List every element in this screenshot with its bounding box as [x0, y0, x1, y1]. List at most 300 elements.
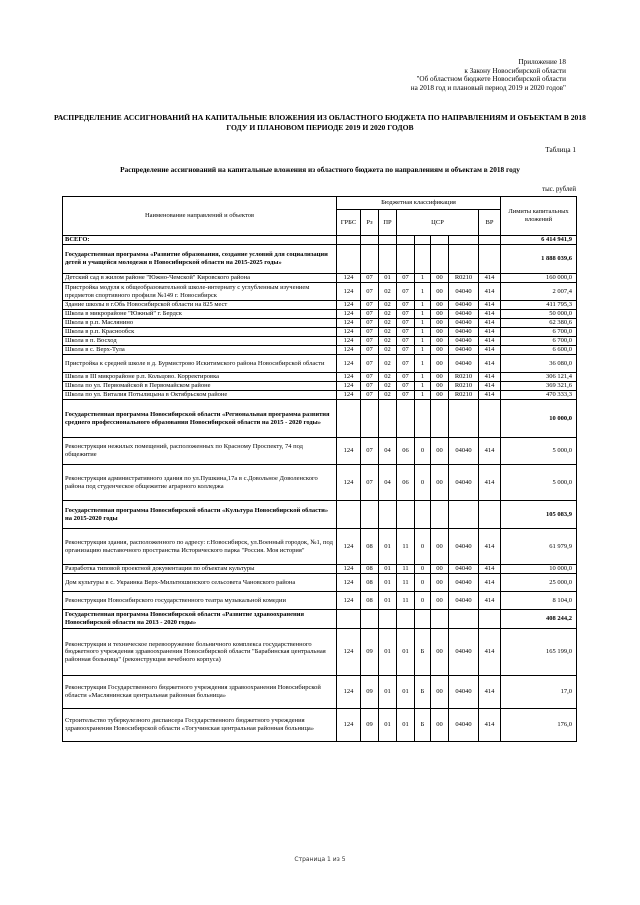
- cell-c4: [449, 400, 479, 438]
- cell-pr: 01: [379, 592, 397, 610]
- unit-label: тыс. рублей: [542, 186, 576, 193]
- cell-c1: 11: [397, 574, 415, 592]
- cell-c3: 00: [431, 382, 449, 391]
- cell-amount: 6 700,0: [501, 328, 577, 337]
- cell-vr: [479, 245, 501, 274]
- cell-rz: 07: [361, 337, 379, 346]
- cell-pr: 01: [379, 709, 397, 742]
- cell-c1: 06: [397, 465, 415, 501]
- cell-c4: 04040: [449, 438, 479, 465]
- cell-c2: 0: [415, 465, 431, 501]
- cell-c1: 07: [397, 319, 415, 328]
- cell-c1: [397, 501, 415, 529]
- cell-pr: 02: [379, 310, 397, 319]
- cell-c1: 07: [397, 391, 415, 400]
- cell-c3: 00: [431, 310, 449, 319]
- cell-c1: [397, 610, 415, 629]
- cell-c3: 00: [431, 592, 449, 610]
- cell-c4: 04040: [449, 592, 479, 610]
- cell-amount: 408 244,2: [501, 610, 577, 629]
- cell-vr: 414: [479, 574, 501, 592]
- header-limits: Лимиты капитальных вложений: [501, 197, 577, 236]
- table-number: Таблица 1: [545, 146, 576, 154]
- cell-c3: 00: [431, 319, 449, 328]
- cell-amount: 6 700,0: [501, 337, 577, 346]
- header-vr: ВР: [479, 210, 501, 236]
- cell-name: Школа в п. Восход: [63, 337, 337, 346]
- cell-c4: 04040: [449, 709, 479, 742]
- cell-amount: 8 104,0: [501, 592, 577, 610]
- cell-c3: 00: [431, 438, 449, 465]
- cell-c4: 04040: [449, 676, 479, 709]
- header-pr: ПР: [379, 210, 397, 236]
- cell-vr: 414: [479, 438, 501, 465]
- cell-c3: 00: [431, 391, 449, 400]
- cell-name: Государственная программа «Развитие образования, создание условий для социализации детей и учащейся молодежи в Новосибирской области на 2015-2025 годы»: [63, 245, 337, 274]
- cell-c3: 00: [431, 676, 449, 709]
- table-row: [63, 373, 577, 382]
- cell-grbs: 124: [337, 709, 361, 742]
- cell-pr: [379, 400, 397, 438]
- cell-pr: 02: [379, 391, 397, 400]
- cell-c3: 00: [431, 373, 449, 382]
- cell-vr: 414: [479, 709, 501, 742]
- cell-c4: 04040: [449, 565, 479, 574]
- cell-c1: 07: [397, 373, 415, 382]
- cell-name: Разработка типовой проектной документации по объектам культуры: [63, 565, 337, 574]
- cell-rz: 09: [361, 676, 379, 709]
- cell-grbs: 124: [337, 574, 361, 592]
- cell-c3: 00: [431, 565, 449, 574]
- cell-c4: [449, 236, 479, 245]
- table-subtitle: Распределение ассигнований на капитальные вложения из областного бюджета по направлениям и объектам в 2018 году: [120, 165, 520, 174]
- header-budget-class: Бюджетная классификация: [337, 197, 501, 210]
- cell-vr: 414: [479, 373, 501, 382]
- cell-amount: 165 199,0: [501, 629, 577, 676]
- cell-c2: [415, 610, 431, 629]
- document-title: РАСПРЕДЕЛЕНИЕ АССИГНОВАНИЙ НА КАПИТАЛЬНЫЕ ВЛОЖЕНИЯ ИЗ ОБЛАСТНОГО БЮДЖЕТА ПО НАПРАВЛЕНИЯМ И ОБЪЕКТАМ В 2018 ГОДУ И ПЛАНОВОМ ПЕРИОДЕ 2019 И 2020 ГОДОВ: [54, 113, 586, 132]
- cell-c3: 00: [431, 283, 449, 301]
- cell-c3: 00: [431, 346, 449, 355]
- cell-c1: 06: [397, 438, 415, 465]
- cell-c2: 1: [415, 274, 431, 283]
- cell-name: Здание школы в г.Обь Новосибирской области на 825 мест: [63, 301, 337, 310]
- cell-c3: 00: [431, 355, 449, 373]
- cell-c2: [415, 236, 431, 245]
- cell-c3: 00: [431, 574, 449, 592]
- cell-amount: 160 000,0: [501, 274, 577, 283]
- cell-c2: 0: [415, 565, 431, 574]
- cell-c3: 00: [431, 337, 449, 346]
- cell-c1: 11: [397, 565, 415, 574]
- cell-c2: 0: [415, 592, 431, 610]
- cell-c2: Б: [415, 629, 431, 676]
- cell-name: Строительство туберкулезного диспансера Государственного бюджетного учреждения здравоохранения Новосибирской области «Тогучинская центральная районная больница»: [63, 709, 337, 742]
- cell-vr: 414: [479, 310, 501, 319]
- table-row: [63, 337, 577, 346]
- capital-investments-table: [62, 196, 577, 742]
- cell-grbs: 124: [337, 565, 361, 574]
- table-row: [63, 328, 577, 337]
- cell-amount: 2 007,4: [501, 283, 577, 301]
- cell-pr: 01: [379, 565, 397, 574]
- cell-pr: 02: [379, 328, 397, 337]
- cell-name: Школа в р.п. Краснообск: [63, 328, 337, 337]
- cell-c1: 07: [397, 382, 415, 391]
- table-row: [63, 574, 577, 592]
- cell-pr: 02: [379, 355, 397, 373]
- cell-vr: 414: [479, 337, 501, 346]
- cell-amount: 5 000,0: [501, 438, 577, 465]
- cell-c4: 04040: [449, 319, 479, 328]
- cell-c2: 0: [415, 574, 431, 592]
- cell-c4: R0210: [449, 274, 479, 283]
- table-row: [63, 310, 577, 319]
- cell-c2: 1: [415, 346, 431, 355]
- cell-grbs: [337, 610, 361, 629]
- cell-amount: 1 888 039,6: [501, 245, 577, 274]
- cell-rz: 07: [361, 310, 379, 319]
- cell-c4: 04040: [449, 355, 479, 373]
- appendix-line: Приложение 18: [518, 58, 566, 66]
- cell-c3: 00: [431, 529, 449, 565]
- table-row: [63, 465, 577, 501]
- cell-c3: [431, 610, 449, 629]
- cell-name: Школа в III микрорайоне р.п. Кольцово. Корректировка: [63, 373, 337, 382]
- cell-c3: [431, 400, 449, 438]
- cell-amount: 5 000,0: [501, 465, 577, 501]
- cell-c2: 1: [415, 382, 431, 391]
- table-row: [63, 400, 577, 438]
- cell-pr: 02: [379, 382, 397, 391]
- cell-name: Школа в с. Верх-Тула: [63, 346, 337, 355]
- cell-vr: 414: [479, 629, 501, 676]
- cell-c3: 00: [431, 274, 449, 283]
- cell-amount: 6 414 941,9: [501, 236, 577, 245]
- cell-name: Школа по ул. Виталия Потылицына в Октябрьском районе: [63, 391, 337, 400]
- cell-c4: 04040: [449, 337, 479, 346]
- cell-name: Школа по ул. Первомайской в Первомайском районе: [63, 382, 337, 391]
- cell-c4: 04040: [449, 301, 479, 310]
- cell-c3: [431, 501, 449, 529]
- page-footer: Страница 1 из 5: [294, 856, 346, 863]
- cell-amount: 10 000,0: [501, 400, 577, 438]
- table-body: [63, 236, 577, 742]
- cell-c3: 00: [431, 629, 449, 676]
- cell-rz: 07: [361, 355, 379, 373]
- cell-c1: 11: [397, 592, 415, 610]
- cell-vr: 414: [479, 529, 501, 565]
- cell-vr: 414: [479, 319, 501, 328]
- cell-rz: 07: [361, 328, 379, 337]
- cell-c4: [449, 610, 479, 629]
- cell-c4: R0210: [449, 382, 479, 391]
- cell-rz: [361, 610, 379, 629]
- cell-name: Пристройка к средней школе в д. Бурмистрово Искитимского района Новосибирской области: [63, 355, 337, 373]
- cell-rz: 07: [361, 274, 379, 283]
- table-row: [63, 283, 577, 301]
- cell-c4: 04040: [449, 465, 479, 501]
- cell-amount: 411 795,3: [501, 301, 577, 310]
- table-row: [63, 501, 577, 529]
- table-row: [63, 245, 577, 274]
- cell-c1: 01: [397, 709, 415, 742]
- cell-grbs: 124: [337, 391, 361, 400]
- cell-pr: 02: [379, 346, 397, 355]
- cell-name: Школа в микрорайоне "Южный" г. Бердск: [63, 310, 337, 319]
- cell-rz: [361, 400, 379, 438]
- cell-c3: 00: [431, 709, 449, 742]
- cell-amount: 369 321,6: [501, 382, 577, 391]
- cell-grbs: 124: [337, 337, 361, 346]
- cell-pr: 02: [379, 301, 397, 310]
- cell-c2: Б: [415, 676, 431, 709]
- cell-pr: [379, 610, 397, 629]
- cell-c3: [431, 245, 449, 274]
- cell-vr: [479, 501, 501, 529]
- cell-name: Реконструкция и техническое перевооружение больничного комплекса государственного бюджетного учреждения здравоохранения Новосибирской области "Барабинская центральная районная больница" (реконструкция вечебного корпуса): [63, 629, 337, 676]
- cell-c1: 01: [397, 676, 415, 709]
- cell-pr: [379, 245, 397, 274]
- cell-pr: [379, 236, 397, 245]
- table-row: [63, 592, 577, 610]
- cell-pr: 02: [379, 319, 397, 328]
- table-row: [63, 391, 577, 400]
- appendix-header: [306, 58, 566, 92]
- cell-pr: 01: [379, 529, 397, 565]
- cell-pr: 01: [379, 676, 397, 709]
- cell-grbs: 124: [337, 301, 361, 310]
- cell-grbs: 124: [337, 355, 361, 373]
- cell-vr: 414: [479, 283, 501, 301]
- cell-c1: 11: [397, 529, 415, 565]
- cell-pr: [379, 501, 397, 529]
- cell-grbs: 124: [337, 465, 361, 501]
- cell-c2: 1: [415, 301, 431, 310]
- cell-amount: 105 083,9: [501, 501, 577, 529]
- cell-pr: 04: [379, 438, 397, 465]
- cell-grbs: 124: [337, 382, 361, 391]
- cell-grbs: 124: [337, 274, 361, 283]
- table-row: [63, 301, 577, 310]
- cell-amount: 62 380,6: [501, 319, 577, 328]
- cell-name: Реконструкция Государственного бюджетного учреждения здравоохранения Новосибирской области «Маслянинская центральная районная больница»: [63, 676, 337, 709]
- cell-amount: 306 121,4: [501, 373, 577, 382]
- cell-c3: [431, 236, 449, 245]
- cell-c1: [397, 236, 415, 245]
- cell-vr: 414: [479, 592, 501, 610]
- cell-c4: 04040: [449, 629, 479, 676]
- cell-rz: 09: [361, 629, 379, 676]
- table-row: [63, 610, 577, 629]
- cell-c1: 01: [397, 629, 415, 676]
- cell-c1: 07: [397, 301, 415, 310]
- cell-c2: Б: [415, 709, 431, 742]
- table-row: [63, 319, 577, 328]
- table-row: [63, 629, 577, 676]
- cell-amount: 50 000,0: [501, 310, 577, 319]
- header-name: Наименование направлений и объектов: [63, 197, 337, 236]
- cell-c4: R0210: [449, 391, 479, 400]
- table-row: [63, 382, 577, 391]
- cell-rz: [361, 245, 379, 274]
- cell-c4: R0210: [449, 373, 479, 382]
- cell-rz: 09: [361, 709, 379, 742]
- cell-c2: 1: [415, 337, 431, 346]
- cell-grbs: 124: [337, 529, 361, 565]
- cell-grbs: 124: [337, 438, 361, 465]
- cell-c1: 07: [397, 274, 415, 283]
- cell-grbs: 124: [337, 328, 361, 337]
- cell-name: Государственная программа Новосибирской области «Культура Новосибирской области» на 2015-2020 годы: [63, 501, 337, 529]
- cell-grbs: 124: [337, 310, 361, 319]
- cell-rz: 07: [361, 373, 379, 382]
- cell-c3: 00: [431, 465, 449, 501]
- cell-rz: 08: [361, 574, 379, 592]
- cell-amount: 176,0: [501, 709, 577, 742]
- cell-c4: 04040: [449, 310, 479, 319]
- cell-amount: 470 333,3: [501, 391, 577, 400]
- cell-c4: 04040: [449, 283, 479, 301]
- cell-pr: 01: [379, 574, 397, 592]
- cell-c1: 07: [397, 355, 415, 373]
- cell-rz: 07: [361, 465, 379, 501]
- cell-amount: 25 000,0: [501, 574, 577, 592]
- cell-c2: 1: [415, 355, 431, 373]
- cell-grbs: 124: [337, 592, 361, 610]
- table-row: [63, 565, 577, 574]
- cell-name: Реконструкция здания, расположенного по адресу: г.Новосибирск, ул.Военный городок, №1, под организацию выставочного пространства Исторического парка "Россия. Моя история": [63, 529, 337, 565]
- cell-c2: 1: [415, 319, 431, 328]
- table-row: [63, 346, 577, 355]
- cell-vr: 414: [479, 355, 501, 373]
- header-grbs: ГРБС: [337, 210, 361, 236]
- cell-grbs: [337, 236, 361, 245]
- cell-c3: 00: [431, 328, 449, 337]
- cell-vr: [479, 236, 501, 245]
- cell-c2: 0: [415, 438, 431, 465]
- cell-rz: [361, 236, 379, 245]
- cell-c1: 07: [397, 310, 415, 319]
- cell-amount: 6 600,0: [501, 346, 577, 355]
- cell-c4: 04040: [449, 574, 479, 592]
- cell-grbs: 124: [337, 283, 361, 301]
- header-rz: Рз: [361, 210, 379, 236]
- table-row: [63, 438, 577, 465]
- cell-c1: [397, 245, 415, 274]
- cell-vr: 414: [479, 565, 501, 574]
- cell-name: Реконструкция Новосибирского государственного театра музыкальной комедии: [63, 592, 337, 610]
- cell-c2: [415, 400, 431, 438]
- cell-vr: [479, 610, 501, 629]
- appendix-line: "Об областном бюджете Новосибирской области: [416, 75, 566, 84]
- table-row: [63, 709, 577, 742]
- cell-vr: 414: [479, 274, 501, 283]
- cell-name: Реконструкция административного здания по ул.Пушкина,17а в с.Довольное Доволенского района под студенческое общежитие аграрного колледжа: [63, 465, 337, 501]
- cell-vr: [479, 400, 501, 438]
- table-row: [63, 676, 577, 709]
- cell-c2: 1: [415, 373, 431, 382]
- cell-vr: 414: [479, 328, 501, 337]
- cell-name: ВСЕГО:: [63, 236, 337, 245]
- cell-name: Пристройка модуля к общеобразовательной школе-интернату с углубленным изучением предметов спортивного профиля №149 г. Новосибирск: [63, 283, 337, 301]
- cell-c4: 04040: [449, 346, 479, 355]
- cell-name: Государственная программа Новосибирской области «Развитие здравоохранения Новосибирской области на 2013 - 2020 годы»: [63, 610, 337, 629]
- cell-c2: 1: [415, 283, 431, 301]
- cell-rz: 08: [361, 565, 379, 574]
- header-csr: ЦСР: [397, 210, 479, 236]
- cell-grbs: [337, 501, 361, 529]
- cell-rz: 08: [361, 529, 379, 565]
- cell-c2: 0: [415, 529, 431, 565]
- cell-rz: [361, 501, 379, 529]
- cell-rz: 07: [361, 319, 379, 328]
- cell-pr: 01: [379, 629, 397, 676]
- cell-c2: 1: [415, 391, 431, 400]
- cell-vr: 414: [479, 391, 501, 400]
- cell-amount: 17,0: [501, 676, 577, 709]
- cell-amount: 36 080,0: [501, 355, 577, 373]
- table-row: [63, 274, 577, 283]
- cell-pr: 02: [379, 373, 397, 382]
- cell-vr: 414: [479, 301, 501, 310]
- appendix-line: к Закону Новосибирской области: [464, 66, 566, 75]
- cell-grbs: [337, 400, 361, 438]
- cell-c4: [449, 501, 479, 529]
- cell-c1: 07: [397, 283, 415, 301]
- cell-vr: 414: [479, 465, 501, 501]
- cell-c4: 04040: [449, 529, 479, 565]
- cell-grbs: [337, 245, 361, 274]
- cell-rz: 07: [361, 283, 379, 301]
- cell-pr: 04: [379, 465, 397, 501]
- cell-rz: 07: [361, 382, 379, 391]
- cell-name: Детский сад в жилом районе "Южно-Чемской" Кировского района: [63, 274, 337, 283]
- cell-c4: [449, 245, 479, 274]
- cell-c2: [415, 501, 431, 529]
- cell-c3: 00: [431, 301, 449, 310]
- cell-vr: 414: [479, 346, 501, 355]
- cell-c1: 07: [397, 328, 415, 337]
- cell-rz: 08: [361, 592, 379, 610]
- cell-vr: 414: [479, 382, 501, 391]
- cell-grbs: 124: [337, 373, 361, 382]
- cell-c1: [397, 400, 415, 438]
- cell-amount: 61 979,9: [501, 529, 577, 565]
- cell-grbs: 124: [337, 676, 361, 709]
- table-row: [63, 236, 577, 245]
- cell-name: Дом культуры в с. Укрaинка Верх-Мильтюшинского сельсовета Чановского района: [63, 574, 337, 592]
- cell-pr: 02: [379, 337, 397, 346]
- cell-name: Школа в р.п. Маслянино: [63, 319, 337, 328]
- table-row: [63, 529, 577, 565]
- cell-c2: 1: [415, 310, 431, 319]
- cell-grbs: 124: [337, 346, 361, 355]
- cell-rz: 07: [361, 391, 379, 400]
- cell-c1: 07: [397, 346, 415, 355]
- cell-name: Реконструкция нежилых помещений, расположенных по Красному Проспекту, 74 под общежитие: [63, 438, 337, 465]
- cell-pr: 01: [379, 274, 397, 283]
- cell-grbs: 124: [337, 629, 361, 676]
- cell-c2: [415, 245, 431, 274]
- cell-c1: 07: [397, 337, 415, 346]
- cell-name: Государственная программа Новосибирской области «Региональная программа развития среднего профессионального образования Новосибирской области на 2015 - 2020 годы»: [63, 400, 337, 438]
- cell-rz: 07: [361, 301, 379, 310]
- cell-vr: 414: [479, 676, 501, 709]
- cell-pr: 02: [379, 283, 397, 301]
- cell-c4: 04040: [449, 328, 479, 337]
- cell-c2: 1: [415, 328, 431, 337]
